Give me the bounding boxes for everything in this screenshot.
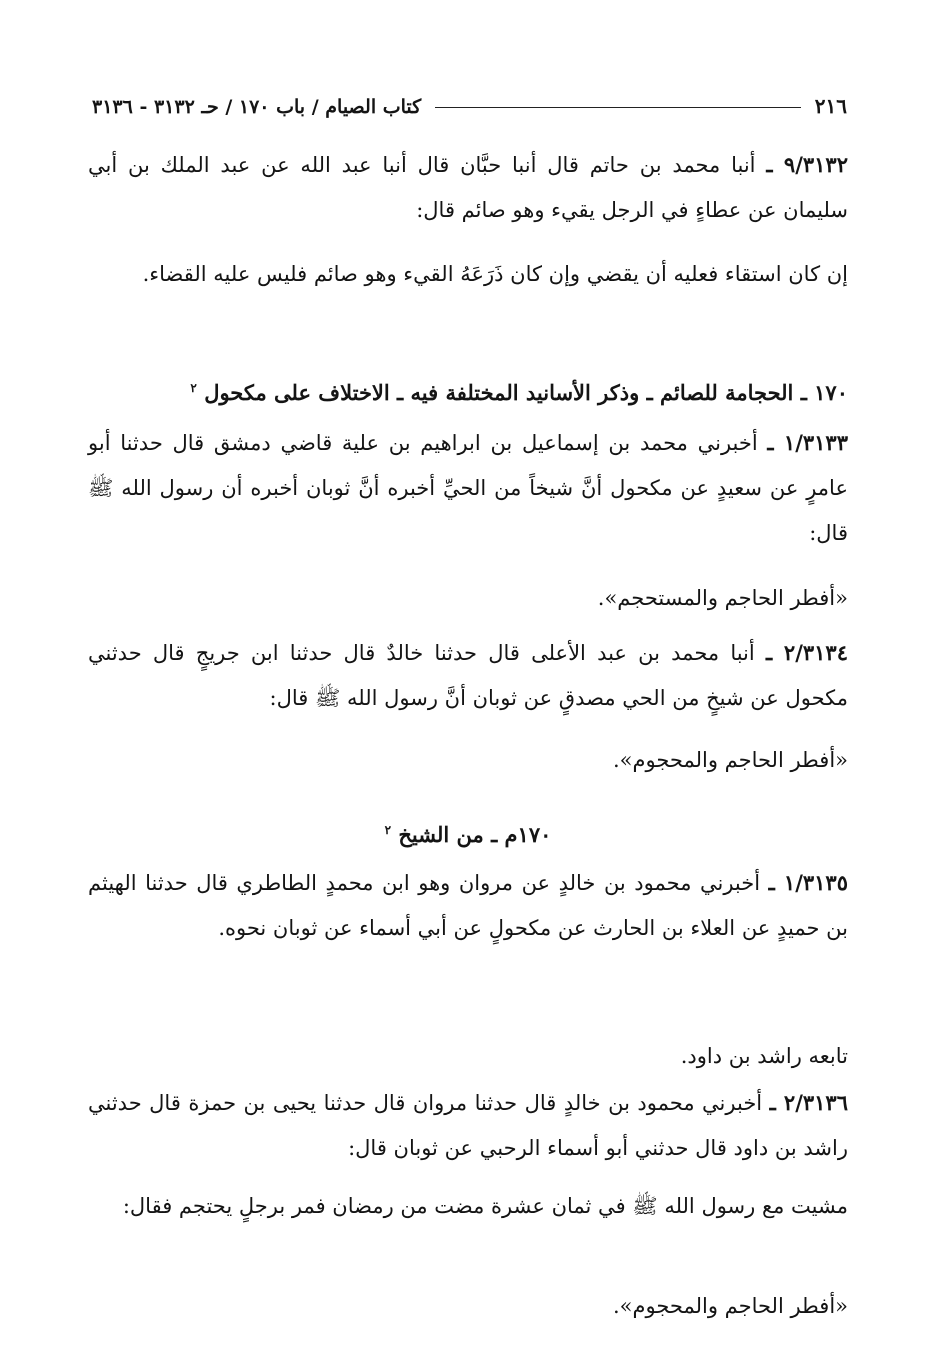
hadith-text: أنبا محمد بن عبد الأعلى قال حدثنا خالدٌ قال حدثنا ابن جريجٍ قال حدثني مكحول عن شيخٍ من الحي مصدقٍ عن ثوبان أنَّ رسول الله ﷺ قال: bbox=[88, 641, 848, 710]
hadith-3132 bbox=[88, 142, 848, 233]
hadith-text: «أفطر الحاجم والمحجوم». bbox=[612, 1294, 848, 1318]
hadith-3136-matn bbox=[88, 1284, 848, 1329]
footnote-marker: ٢ bbox=[384, 823, 392, 837]
hadith-3134-matn bbox=[88, 738, 848, 783]
header-rule bbox=[435, 107, 801, 108]
hadith-text: «أفطر الحاجم والمحجوم». bbox=[612, 748, 848, 772]
chapter-title: ١٧٠ ـ الحجامة للصائم ـ وذكر الأسانيد المختلفة فيه ـ الاختلاف على مكحول bbox=[204, 380, 848, 405]
hadith-3136-narration bbox=[88, 1184, 848, 1229]
hadith-number: ٢/٣١٣٤ ـ bbox=[765, 640, 848, 665]
hadith-text: مشيت مع رسول الله ﷺ في ثمان عشرة مضت من رمضان فمر برجلٍ يحتجم فقال: bbox=[122, 1194, 848, 1218]
note-text: تابعه راشد بن داود. bbox=[680, 1044, 848, 1068]
hadith-number: ٩/٣١٣٢ ـ bbox=[766, 152, 848, 177]
hadith-text: أخبرني محمود بن خالدٍ قال حدثنا مروان قال حدثنا يحيى بن حمزة قال حدثني راشد بن داود قال حدثني أبو أسماء الرحبي عن ثوبان قال: bbox=[88, 1091, 848, 1160]
hadith-3135 bbox=[88, 860, 848, 951]
hadith-text: أخبرني محمد بن إسماعيل بن ابراهيم بن علية قاضي دمشق قال حدثنا أبو عامرٍ عن سعيدٍ عن مكحول أنَّ شيخاً من الحيِّ أخبره أنَّ ثوبان أخبره أن رسول الله ﷺ قال: bbox=[88, 431, 848, 545]
hadith-text: إن كان استقاء فعليه أن يقضي وإن كان ذَرَعَهُ القيء وهو صائم فليس عليه القضاء. bbox=[142, 262, 848, 286]
hadith-text: أنبا محمد بن حاتم قال أنبا حبَّان قال أنبا عبد الله عن عبد الملك بن أبي سليمان عن عطاءٍ في الرجل يقيء وهو صائم قال: bbox=[88, 153, 848, 222]
hadith-3132-matn bbox=[88, 252, 848, 297]
hadith-3134 bbox=[88, 630, 848, 721]
running-header bbox=[92, 86, 847, 118]
page-number: ٢١٦ bbox=[814, 94, 847, 118]
hadith-text: «أفطر الحاجم والمستحجم». bbox=[597, 586, 848, 610]
hadith-text: أخبرني محمود بن خالدٍ عن مروان وهو ابن محمدٍ الطاطري قال حدثنا الهيثم بن حميدٍ عن العلاء بن الحارث عن مكحولٍ عن أبي أسماء عن ثوبان نحوه. bbox=[88, 871, 848, 940]
hadith-3136 bbox=[88, 1080, 848, 1171]
chapter-title: ١٧٠م ـ من الشيخ bbox=[398, 822, 552, 847]
mutaba-note bbox=[88, 1034, 848, 1079]
hadith-3133-matn bbox=[88, 576, 848, 621]
hadith-number: ١/٣١٣٥ ـ bbox=[768, 870, 848, 895]
hadith-3133 bbox=[88, 420, 848, 556]
hadith-number: ٢/٣١٣٦ ـ bbox=[769, 1090, 848, 1115]
chapter-heading-170m bbox=[88, 810, 848, 855]
chapter-heading-170 bbox=[88, 368, 848, 413]
running-title: كتاب الصيام / باب ١٧٠ / حـ ٣١٣٢ - ٣١٣٦ bbox=[92, 96, 422, 118]
footnote-marker: ٢ bbox=[190, 381, 197, 395]
hadith-number: ١/٣١٣٣ ـ bbox=[767, 430, 848, 455]
